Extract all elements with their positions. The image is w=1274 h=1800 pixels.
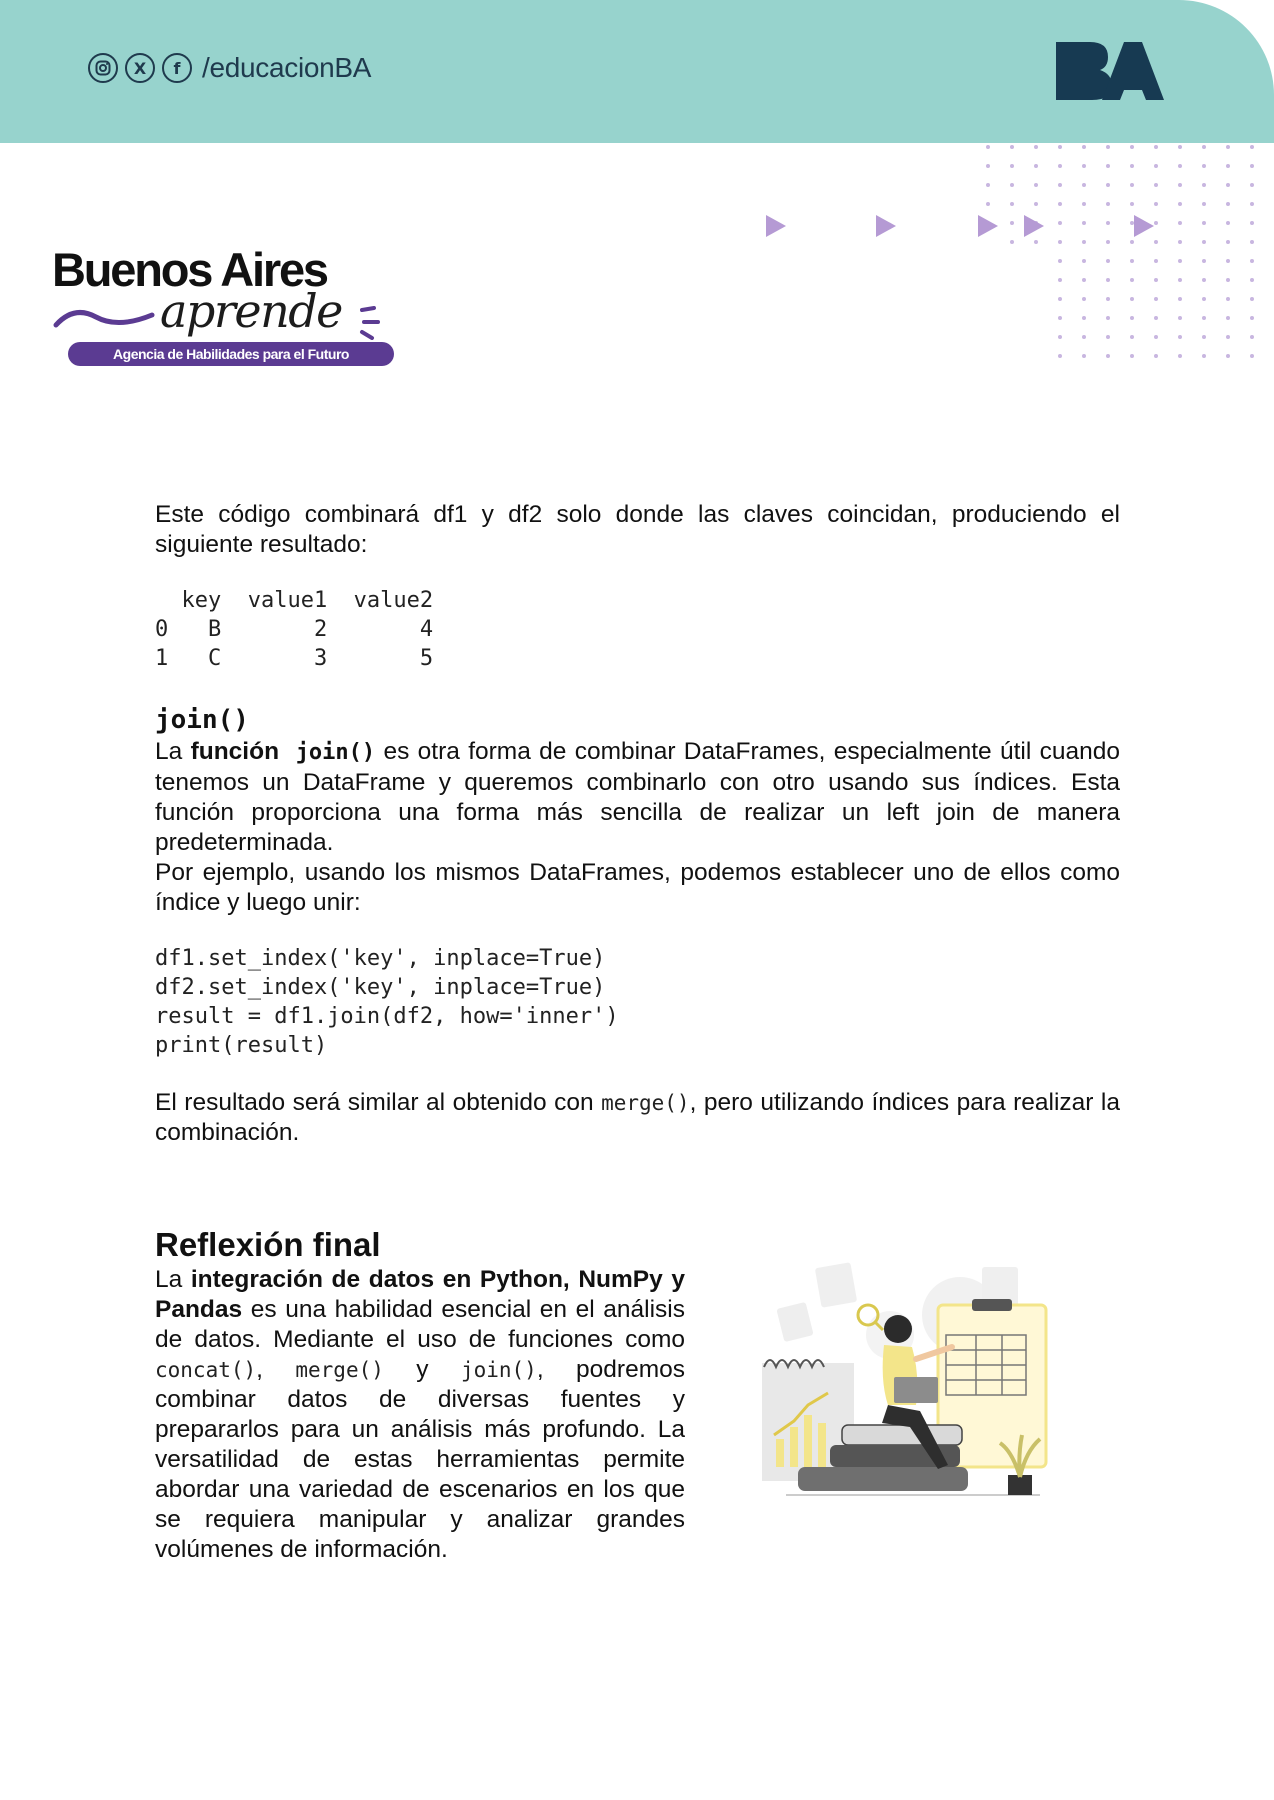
join-heading: join() [155,705,249,735]
decor-dot [1226,145,1230,149]
swoosh-icon [52,297,162,337]
join-code-block: df1.set_index('key', inplace=True) df2.set_index('key', inplace=True) result = df1.join(df2, how='inner') print(result) [155,946,619,1058]
decor-dot [1010,183,1014,187]
decor-dot [1154,164,1158,168]
join-paragraph-2: Por ejemplo, usando los mismos DataFrames, podemos establecer uno de ellos como índice y luego unir: [155,859,1120,916]
decor-dot [1226,183,1230,187]
decor-dot [1082,183,1086,187]
decor-dot [1202,183,1206,187]
decor-dot [1130,183,1134,187]
decor-dot [1106,335,1110,339]
decor-dot [1154,354,1158,358]
decor-dot [1154,335,1158,339]
decor-dot [1082,316,1086,320]
decor-dot [1010,202,1014,206]
decor-dot [1202,335,1206,339]
decor-dot [1226,221,1230,225]
decor-dot [1034,164,1038,168]
decor-dot [1202,316,1206,320]
decor-dot [986,183,990,187]
decor-dot [1130,259,1134,263]
decor-dot [1082,202,1086,206]
brand-tagline: Agencia de Habilidades para el Futuro [68,342,394,366]
decor-dot [1130,202,1134,206]
decor-dot [1250,297,1254,301]
decor-dot [1178,297,1182,301]
decor-dot [1226,259,1230,263]
decor-dot [1130,278,1134,282]
decor-dot [1010,145,1014,149]
decor-dot [1082,164,1086,168]
decor-dot [1178,335,1182,339]
instagram-icon[interactable] [88,53,118,83]
decor-dot [1250,259,1254,263]
decor-dot [1058,278,1062,282]
decor-dot [1178,145,1182,149]
decor-dot [1202,297,1206,301]
decor-dot [1082,354,1086,358]
decor-dot [1226,316,1230,320]
brand-script: aprende [160,284,342,338]
decor-dot [1106,145,1110,149]
decor-dot [1082,259,1086,263]
decor-dot [1058,354,1062,358]
decor-dot [1226,240,1230,244]
decor-dot [1058,259,1062,263]
decor-dot [1130,297,1134,301]
decor-dot [986,145,990,149]
decor-dot [1178,316,1182,320]
result-paragraph: El resultado será similar al obtenido con merge(), pero utilizando índices para realizar la combinación. [155,1089,1121,1146]
decor-dot [1178,354,1182,358]
decor-dot [1250,335,1254,339]
decor-dot [1130,145,1134,149]
decor-dot [1178,240,1182,244]
decor-dot [1226,202,1230,206]
header-band [0,0,1274,143]
decor-dot [986,202,990,206]
decor-dot [1154,278,1158,282]
decor-dot [1202,240,1206,244]
decor-dot [1106,354,1110,358]
decor-dot [1178,278,1182,282]
main-content [155,500,1120,1148]
decor-dot [1178,164,1182,168]
decor-dot [986,164,990,168]
arrow-icon [1134,215,1154,237]
decor-dot [1154,297,1158,301]
decor-dot [1250,164,1254,168]
decor-dot [1106,278,1110,282]
decor-dot [1250,316,1254,320]
decor-dot [1010,164,1014,168]
decor-dot [1250,183,1254,187]
decor-dot [1154,183,1158,187]
decor-dot [1226,335,1230,339]
decor-dot [1202,259,1206,263]
svg-text:BA: BA [1050,40,1052,41]
decor-dot [1154,316,1158,320]
decor-dot [1058,183,1062,187]
decor-dot [1058,202,1062,206]
decor-dot [1082,145,1086,149]
arrow-icon [766,215,786,237]
decor-dot [1082,278,1086,282]
social-links [88,52,371,84]
arrow-icon [978,215,998,237]
decor-dot [1226,297,1230,301]
arrow-icon [876,215,896,237]
final-paragraph: La integración de datos en Python, NumPy y Pandas es una habilidad esencial en el análisis de datos. Mediante el uso de funciones como concat(), merge() y join(), podremos combinar datos de diversas fuentes y prepararlos para un análisis más profundo. La versatilidad de estas herramientas permite abordar una variedad de escenarios en los que se requiera manipular y analizar grandes volúmenes de información. [155,1266,686,1563]
final-reflection [155,1225,685,1565]
intro-paragraph: Este código combinará df1 y df2 solo donde las claves coincidan, produciendo el siguiente resultado: [155,501,1120,558]
decor-dot [1250,145,1254,149]
sparkle-icon [352,300,392,340]
decor-dot [1178,259,1182,263]
decor-dot [1178,202,1182,206]
decor-dot [1250,202,1254,206]
decor-dot [1058,297,1062,301]
decor-dot [1058,164,1062,168]
decor-dot [1226,278,1230,282]
final-heading: Reflexión final [155,1226,381,1263]
decor-dots [984,143,1264,383]
join-paragraph-1: La función join() es otra forma de combinar DataFrames, especialmente útil cuando tenemos un DataFrame y queremos combinarlo con otro usando sus índices. Esta función proporciona una forma más sencilla de realizar un left join de manera predeterminada. [155,738,1120,856]
decor-dot [1058,335,1062,339]
decor-dot [1106,316,1110,320]
decor-dot [1202,202,1206,206]
decor-dot [1178,221,1182,225]
decor-dot [1226,164,1230,168]
result-table: key value1 value2 0 B 2 4 1 C 3 5 [155,588,434,671]
decor-dot [1202,354,1206,358]
decor-dot [1106,183,1110,187]
decor-dot [1250,240,1254,244]
decor-dot [1178,183,1182,187]
decor-dot [1130,316,1134,320]
x-icon[interactable]: X [125,53,155,83]
ba-logo [1050,40,1165,102]
decor-dot [1130,335,1134,339]
decor-dot [1226,354,1230,358]
decor-dot [1106,164,1110,168]
decor-dot [1058,145,1062,149]
decor-dot [1034,183,1038,187]
decor-dot [1106,259,1110,263]
decor-arrows [760,212,1160,242]
decor-dot [1058,316,1062,320]
facebook-icon[interactable]: f [162,53,192,83]
decor-dot [1202,278,1206,282]
decor-dot [1154,202,1158,206]
decor-dot [1250,278,1254,282]
decor-dot [1106,202,1110,206]
decor-dot [1202,221,1206,225]
decor-dot [1106,297,1110,301]
social-handle[interactable]: /educacionBA [202,52,372,83]
decor-dot [1250,221,1254,225]
decor-dot [1034,145,1038,149]
decor-dot [1154,259,1158,263]
decor-dot [1130,354,1134,358]
decor-dot [1202,145,1206,149]
decor-dot [1250,354,1254,358]
decor-dot [1034,202,1038,206]
data-analyst-illustration [750,1255,1070,1515]
arrow-icon [1024,215,1044,237]
decor-dot [1154,145,1158,149]
brand-title: Buenos Aires [52,243,327,296]
decor-dot [1082,297,1086,301]
decor-dot [1130,164,1134,168]
decor-dot [1202,164,1206,168]
buenos-aires-aprende-logo [52,242,392,372]
decor-dot [1082,335,1086,339]
